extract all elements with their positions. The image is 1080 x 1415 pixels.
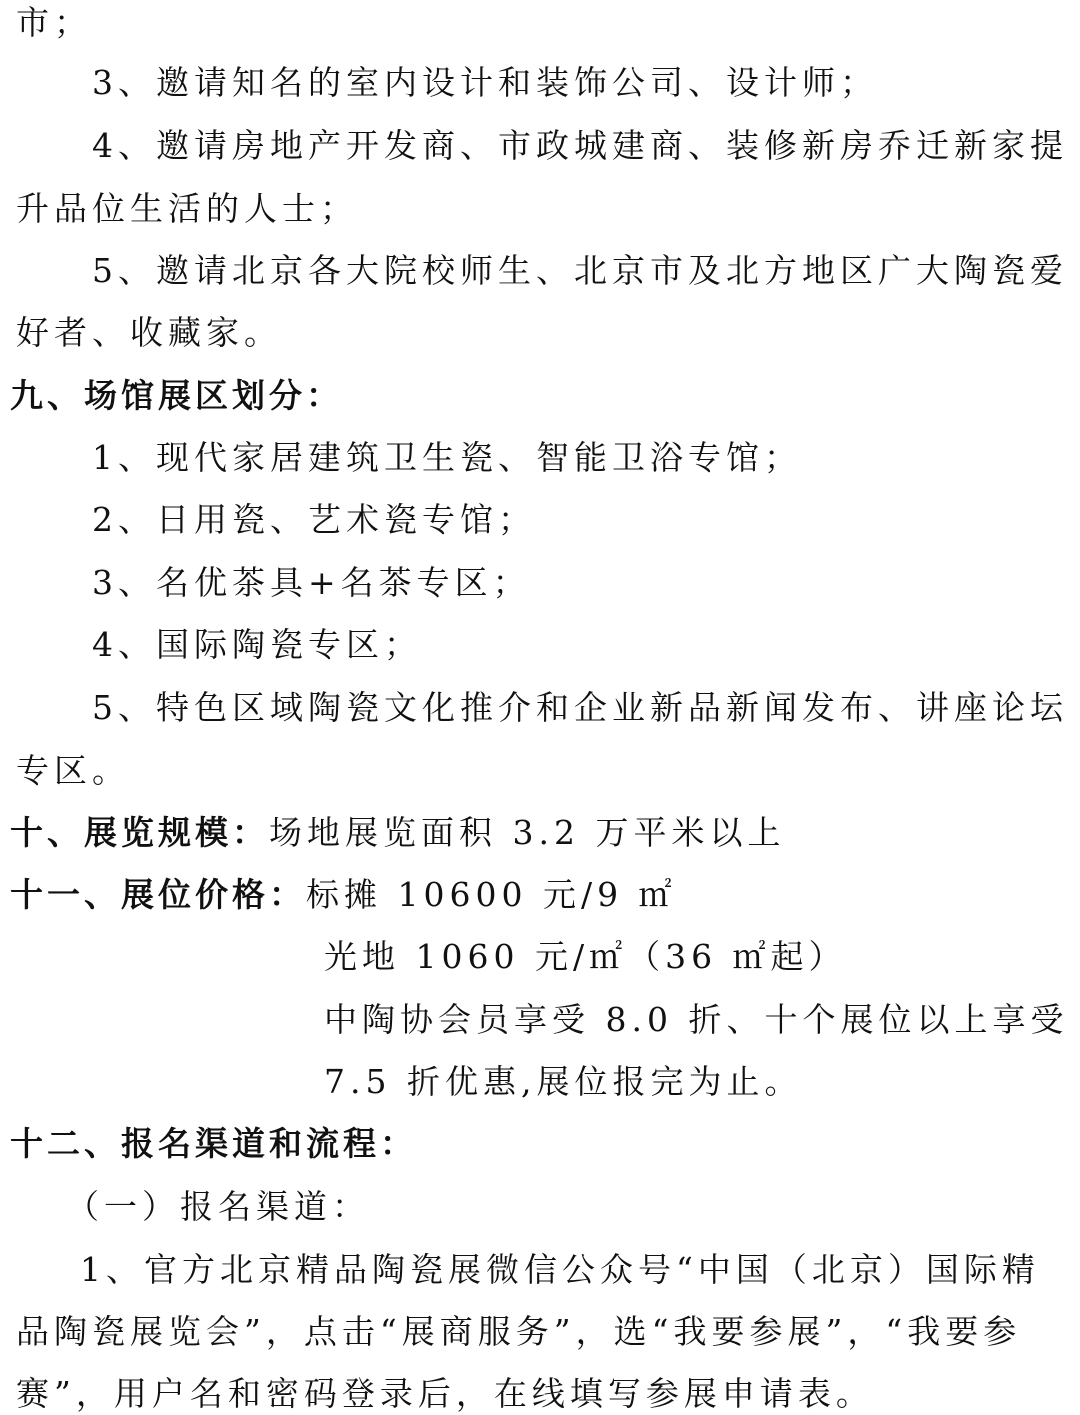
list-item-invite-students-cont: 好者、收藏家。 bbox=[16, 313, 282, 352]
section-heading-venue-zones: 九、场馆展区划分： bbox=[10, 376, 343, 415]
exhibition-scale-value: 场地展览面积 3.2 万平米以上 bbox=[269, 813, 786, 852]
list-item-wechat-channel-cont2: 赛”，用户名和密码登录后，在线填写参展申请表。 bbox=[16, 1374, 874, 1413]
list-item-zone-sanitary: 1、现代家居建筑卫生瓷、智能卫浴专馆； bbox=[92, 438, 802, 477]
booth-price-discount: 中陶协会员享受 8.0 折、十个展位以上享受 bbox=[324, 1000, 1069, 1039]
list-item-zone-daily-art: 2、日用瓷、艺术瓷专馆； bbox=[92, 500, 536, 539]
booth-price-raw-space: 光地 1060 元/㎡（36 ㎡起） bbox=[324, 937, 847, 976]
list-item-wechat-channel-cont: 品陶瓷展览会”，点击“展商服务”，选“我要参展”，“我要参 bbox=[16, 1312, 1022, 1351]
list-item-invite-developers-cont: 升品位生活的人士； bbox=[16, 189, 358, 228]
subheading-registration-channels: （一）报名渠道： bbox=[66, 1187, 370, 1226]
list-item-zone-tea: 3、名优茶具+名茶专区； bbox=[92, 563, 531, 602]
booth-price-label: 十一、展位价格： bbox=[10, 875, 306, 914]
list-item-invite-designers: 3、邀请知名的室内设计和装饰公司、设计师； bbox=[92, 63, 878, 102]
list-item-zone-international: 4、国际陶瓷专区； bbox=[92, 625, 422, 664]
list-item-invite-developers: 4、邀请房地产开发商、市政城建商、装修新房乔迁新家提 bbox=[92, 126, 1068, 165]
section-heading-registration: 十二、报名渠道和流程： bbox=[10, 1124, 417, 1163]
list-item-zone-culture-cont: 专区。 bbox=[16, 751, 130, 790]
booth-price-row bbox=[10, 875, 677, 915]
list-item-invite-students: 5、邀请北京各大院校师生、北京市及北方地区广大陶瓷爱 bbox=[92, 251, 1068, 290]
list-item-zone-culture: 5、特色区域陶瓷文化推介和企业新品新闻发布、讲座论坛 bbox=[92, 688, 1068, 727]
booth-price-standard: 标摊 10600 元/9 ㎡ bbox=[306, 875, 677, 914]
booth-price-discount-cont: 7.5 折优惠,展位报完为止。 bbox=[324, 1062, 803, 1101]
list-item-wechat-channel: 1、官方北京精品陶瓷展微信公众号“中国（北京）国际精 bbox=[80, 1250, 1040, 1289]
exhibition-scale-label: 十、展览规模： bbox=[10, 813, 269, 852]
exhibition-scale-row bbox=[10, 813, 785, 853]
text-line-shi: 市； bbox=[16, 3, 92, 42]
